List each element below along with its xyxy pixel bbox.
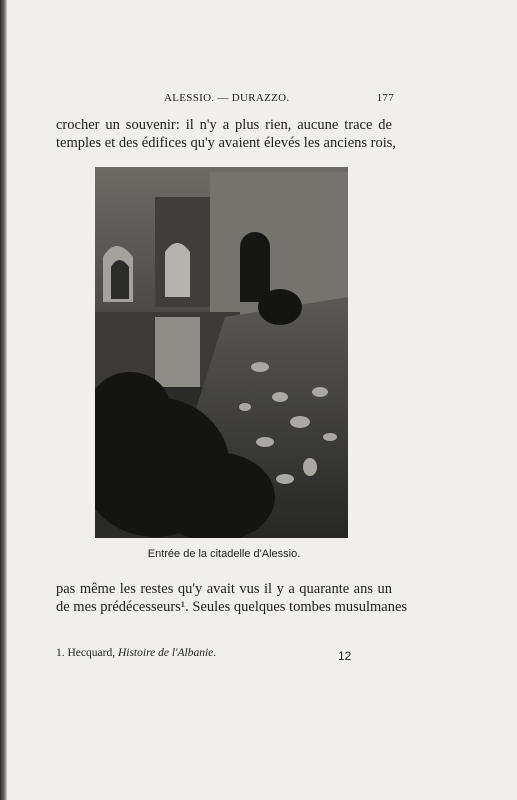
footnote-work-title: Histoire de l'Albanie bbox=[117, 647, 214, 659]
footnote bbox=[56, 647, 216, 659]
body-line: pas même les restes qu'y avait vus il y a quarante ans un bbox=[56, 581, 392, 597]
figure-caption: Entrée de la citadelle d'Alessio. bbox=[147, 548, 301, 560]
body-line: crocher un souvenir: il n'y a plus rien, aucune trace de bbox=[56, 117, 392, 133]
body-line: de mes prédécesseurs¹. Seules quelques tombes musulmanes bbox=[56, 599, 408, 615]
footnote-marker: 1. bbox=[56, 647, 65, 659]
citadel-photo-illustration bbox=[95, 167, 348, 538]
running-head bbox=[56, 92, 396, 108]
footnote-end: . bbox=[213, 647, 217, 659]
signature-mark: 12 bbox=[338, 649, 352, 663]
footnote-author: Hecquard, bbox=[67, 647, 116, 659]
citadel-photograph bbox=[95, 167, 348, 538]
book-binding-edge bbox=[0, 0, 7, 800]
running-title: ALESSIO. — DURAZZO. bbox=[164, 92, 290, 104]
body-line: temples et des édifices qu'y avaient élevés les anciens rois, bbox=[56, 135, 397, 151]
page-number: 177 bbox=[376, 92, 394, 104]
